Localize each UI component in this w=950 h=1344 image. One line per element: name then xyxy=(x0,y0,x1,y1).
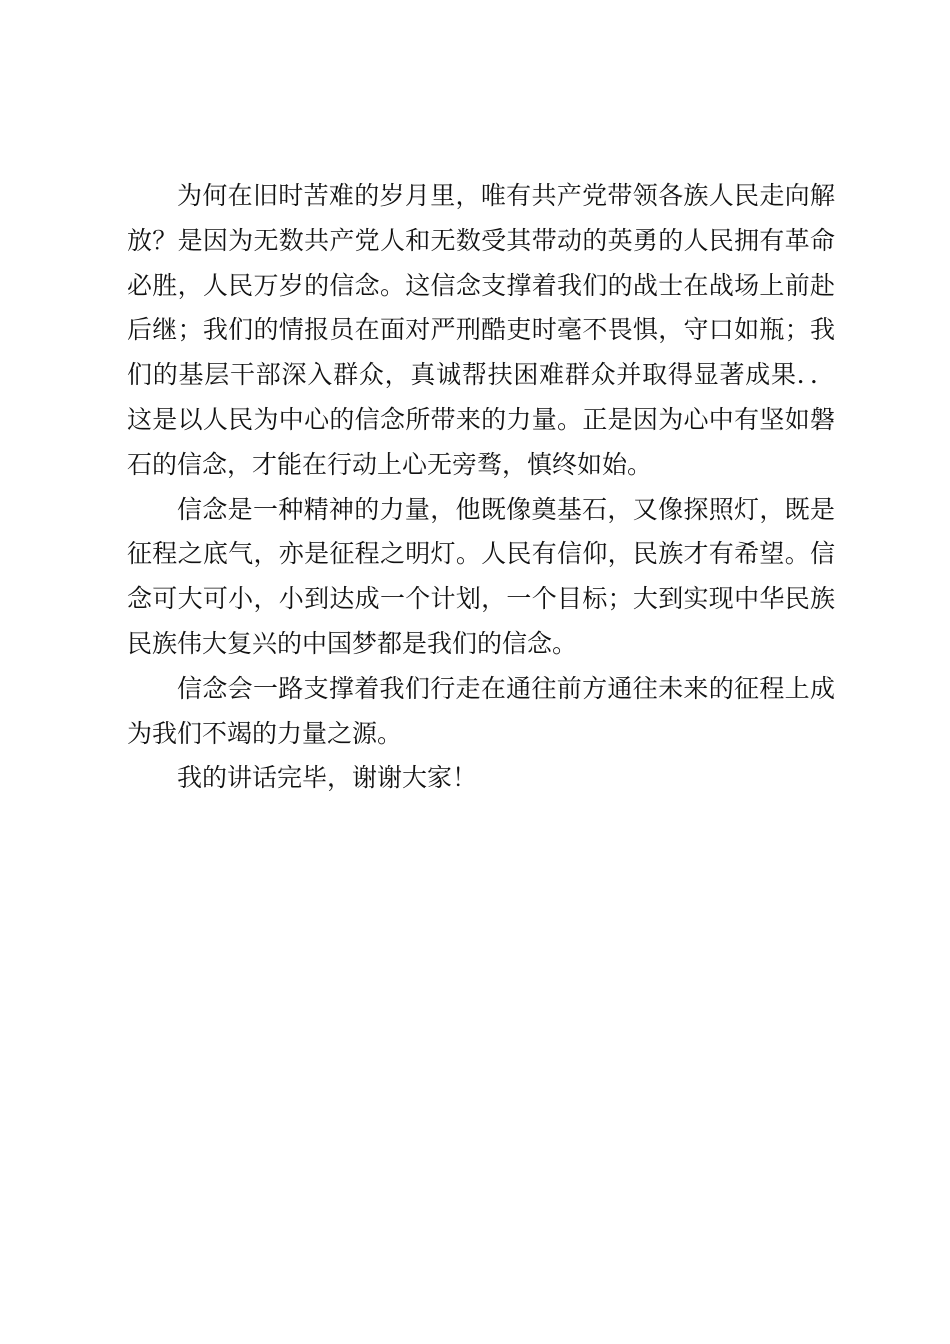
paragraph-1: 为何在旧时苦难的岁月里，唯有共产党带领各族人民走向解放？是因为无数共产党人和无数受其带动的英勇的人民拥有革命必胜，人民万岁的信念。这信念支撑着我们的战士在战场上前赴后继；我们的情报员在面对严刑酷吏时毫不畏惧，守口如瓶；我们的基层干部深入群众，真诚帮扶困难群众并取得显著成果．．这是以人民为中心的信念所带来的力量。正是因为心中有坚如磐石的信念，才能在行动上心无旁骛，慎终如始。 xyxy=(127,181,835,479)
paragraph-4: 我的讲话完毕，谢谢大家！ xyxy=(177,763,478,793)
speech-body xyxy=(127,174,835,801)
paragraph-3: 信念会一路支撑着我们行走在通往前方通往未来的征程上成为我们不竭的力量之源。 xyxy=(127,673,835,748)
paragraph-2: 信念是一种精神的力量，他既像奠基石，又像探照灯，既是征程之底气，亦是征程之明灯。人民有信仰，民族才有希望。信念可大可小，小到达成一个计划，一个目标；大到实现中华民族民族伟大复兴的中国梦都是我们的信念。 xyxy=(127,494,835,658)
